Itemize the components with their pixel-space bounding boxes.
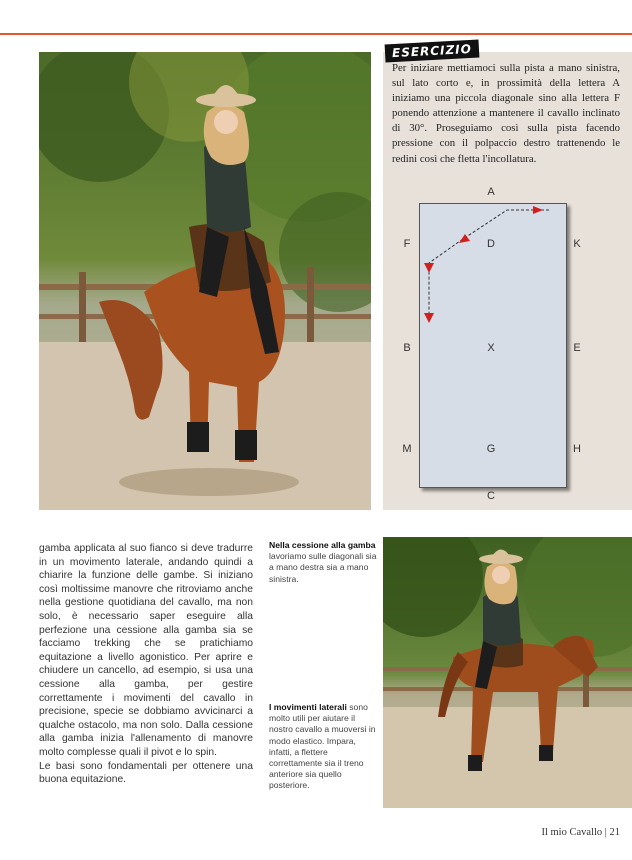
caption-1-title: Nella cessione alla gamba bbox=[269, 540, 376, 550]
caption-1-text: lavoriamo sulle diagonali sia a mano destra sia a mano sinistra. bbox=[269, 551, 377, 584]
caption-lateral-movements bbox=[269, 702, 377, 792]
article-body-column bbox=[39, 542, 253, 787]
caption-2-text: sono molto utili per aiutare il nostro cavallo a muoversi in modo elastico. Impara, infatti, a flettere correttamente sia il treno anteriore sia quello posteriore. bbox=[269, 702, 376, 791]
exercise-text: Per iniziare mettiamoci sulla pista a mano sinistra, sul lato corto e, in prossimità della lettera A iniziamo una piccola diagonale sino alla lettera F ponendo attenzione a mantenere il cavallo inclinato di 30°. Proseguiamo così sulla pista facendo pressione con il polpaccio destro trattenendo le redini così che fletta l'incollatura. bbox=[392, 62, 620, 165]
top-accent-rule bbox=[0, 33, 632, 35]
photo-rider-lateral bbox=[383, 537, 632, 808]
arena-letter-e: E bbox=[573, 342, 581, 354]
arena-letter-a: A bbox=[487, 186, 495, 198]
arrow-head-3 bbox=[424, 263, 434, 273]
arrow-head-2 bbox=[459, 234, 470, 243]
body-paragraph-1: gamba applicata al suo fianco si deve tradurre in un movimento laterale, andando quindi a chiarire la funzione delle gambe. Si iniziano così moltissime manovre che ritroviamo anche nella gestione quotidiana del cavallo, ma non solo, è necessario saper eseguire alla perfezione una cessione alla gamba sia se facciamo trekking che se pratichiamo equitazione a livello agonistico. Per aprire e chiudere un cancello, ad esempio, si usa una cessione alla gamba, per gestire correttamente i movimenti del cavallo in precisione, specie se dobbiamo avvicinarci a qualche ostacolo, ma non solo. Dalla cessione alla gamba inizia l'allenamento di manovre molto complesse quali il pivot e lo spin. bbox=[39, 543, 253, 758]
arrow-head-1 bbox=[533, 206, 543, 214]
footer-magazine-name: Il mio Cavallo bbox=[541, 827, 603, 838]
arena-letter-f: F bbox=[403, 238, 411, 250]
arena-letter-g: G bbox=[486, 443, 496, 455]
exercise-tag: ESERCIZIO bbox=[385, 40, 480, 63]
page-footer bbox=[541, 827, 620, 838]
footer-separator: | bbox=[604, 827, 610, 838]
arena-letter-m: M bbox=[402, 443, 412, 455]
body-paragraph-2: Le basi sono fondamentali per ottenere una buona equitazione. bbox=[39, 760, 253, 786]
caption-leg-yield bbox=[269, 540, 377, 585]
footer-page-number: 21 bbox=[609, 827, 620, 838]
arena-letter-k: K bbox=[573, 238, 581, 250]
caption-2-title: I movimenti laterali bbox=[269, 702, 347, 712]
arena-letter-x: X bbox=[487, 342, 495, 354]
arrow-head-4 bbox=[424, 313, 434, 323]
photo-rider-lateral-illustration bbox=[383, 537, 632, 808]
photo-rider-leg-yield-illustration bbox=[39, 52, 371, 510]
arena-letter-d: D bbox=[487, 238, 495, 250]
photo-rider-leg-yield bbox=[39, 52, 371, 510]
arena-letter-c: C bbox=[487, 490, 495, 502]
arena-letter-h: H bbox=[573, 443, 581, 455]
arena-letter-b: B bbox=[403, 342, 411, 354]
